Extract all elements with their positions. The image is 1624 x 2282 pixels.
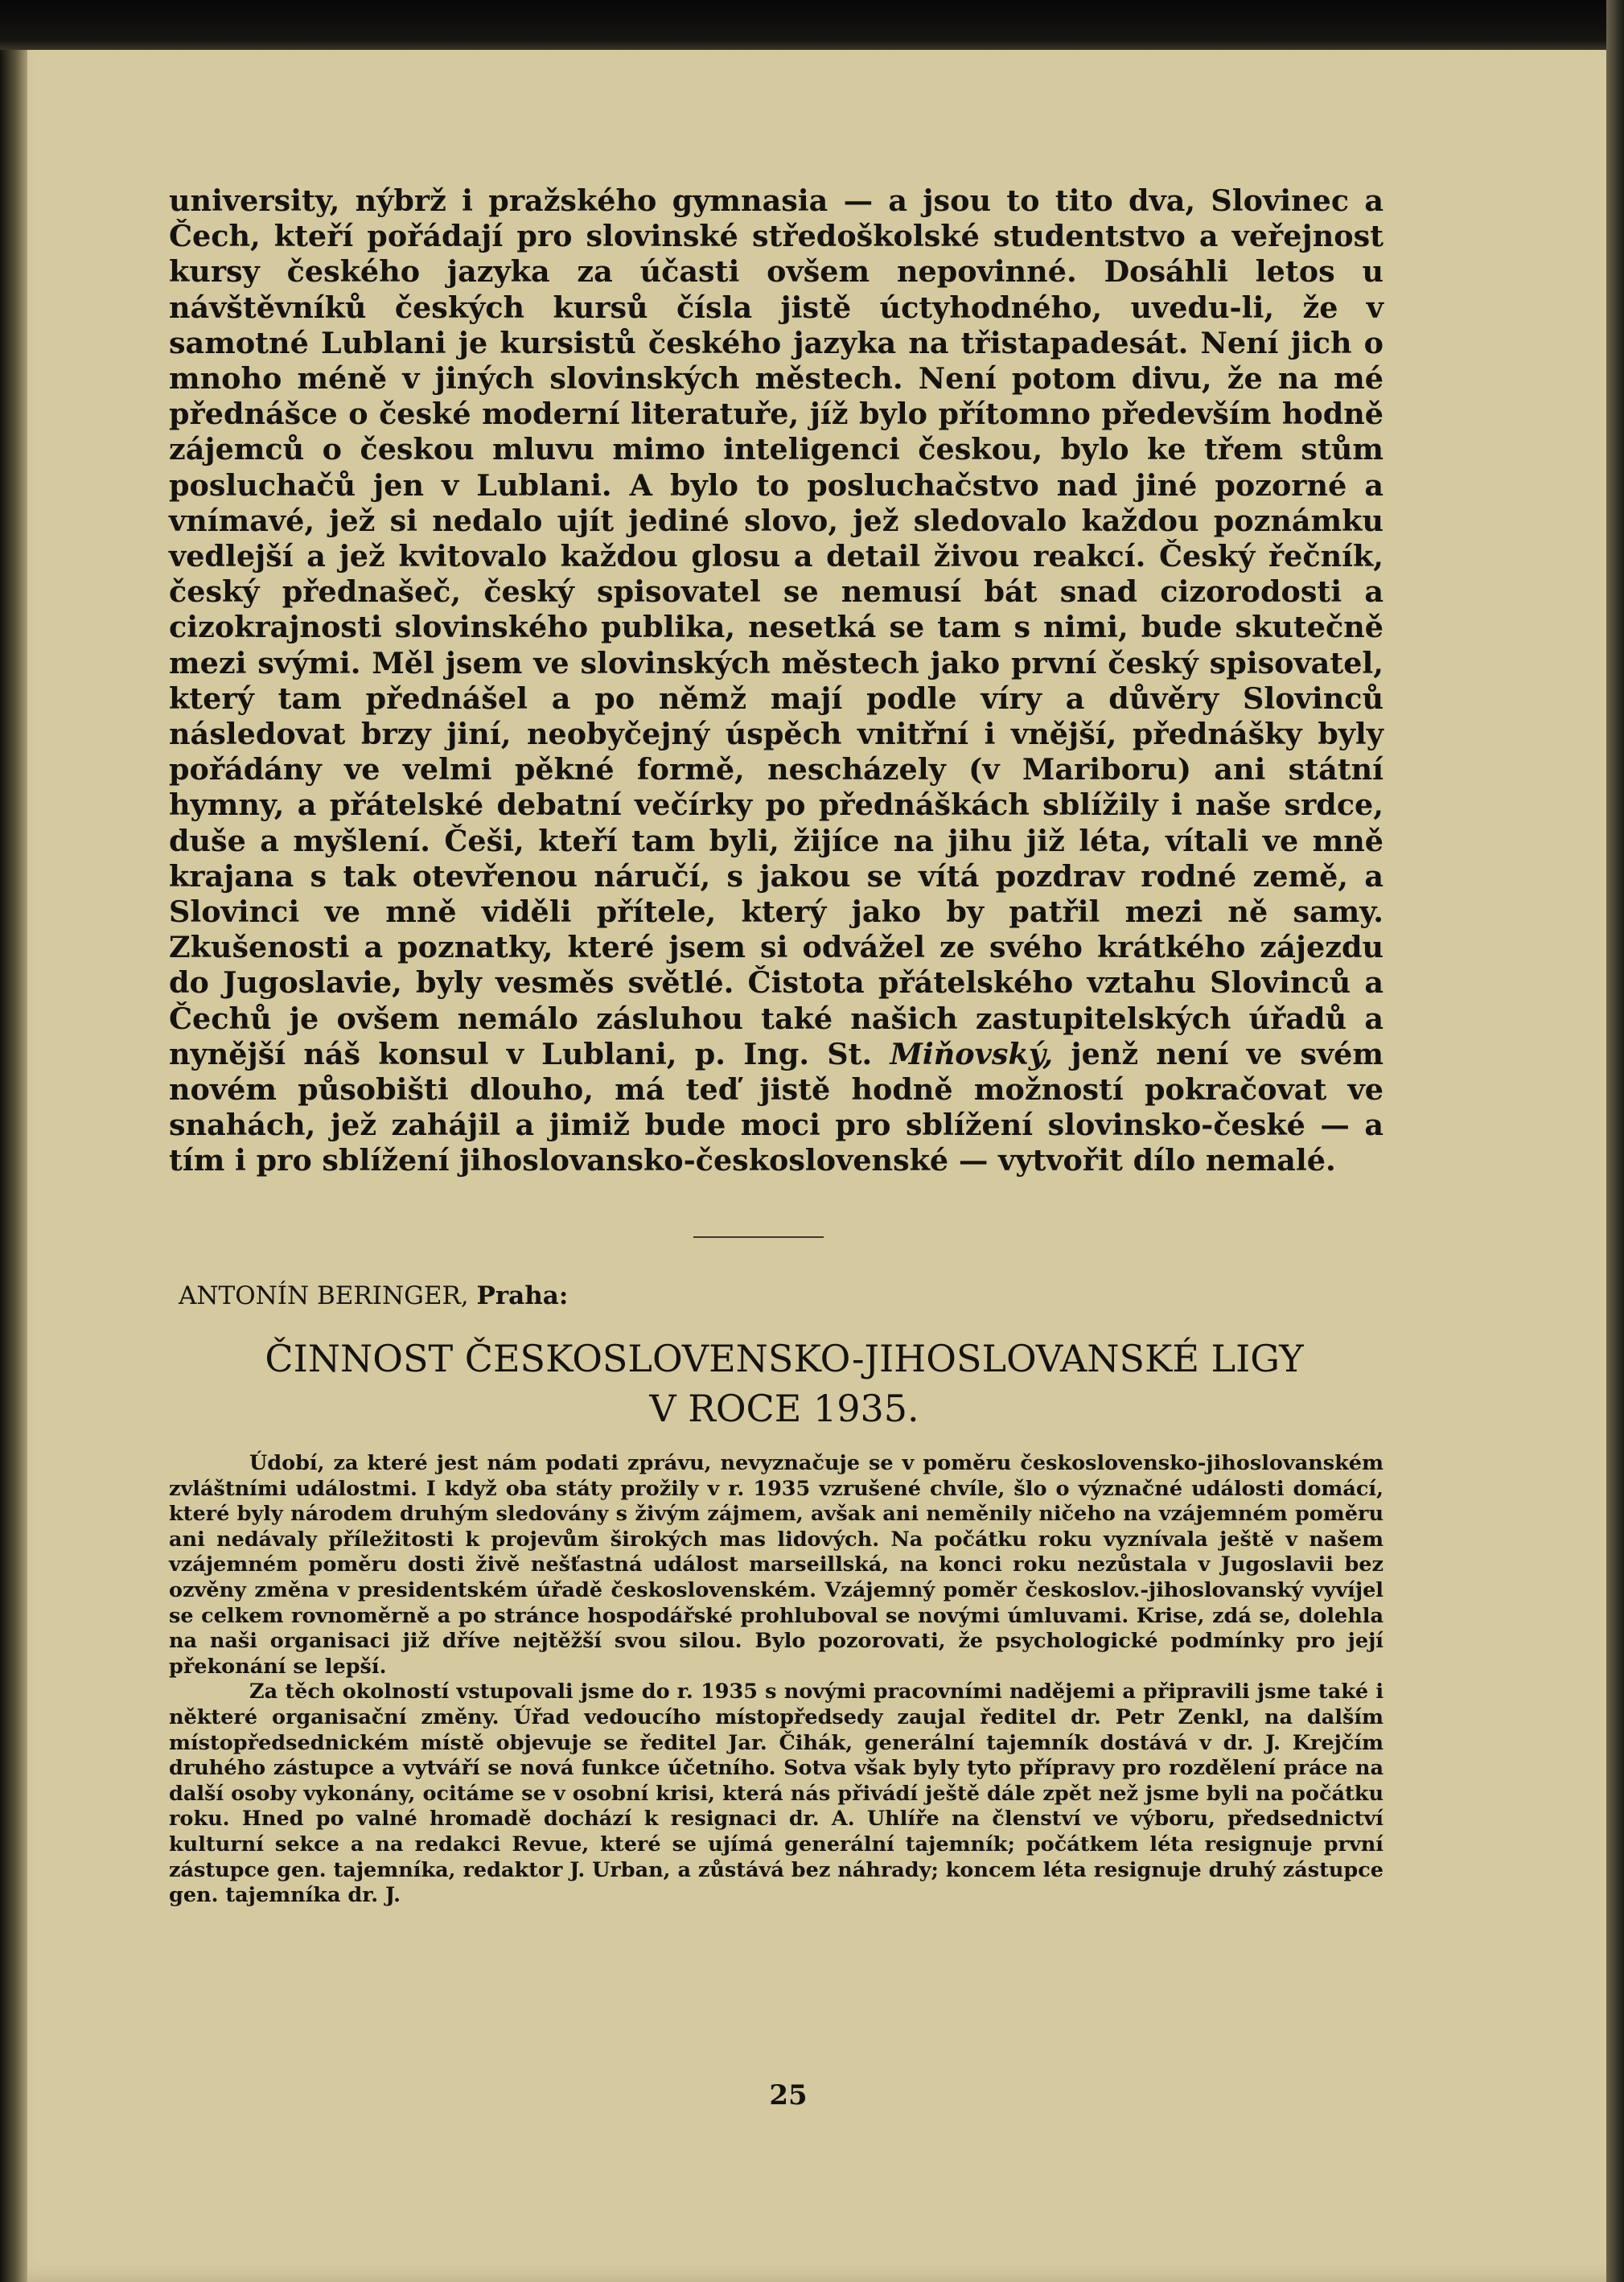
page-number: 25 [769, 2079, 808, 2111]
continued-article-text [169, 183, 1383, 1179]
article-title [185, 1334, 1383, 1433]
article-paragraph-1: Údobí, za které jest nám podati zprávu, nevyznačuje se v poměru československo-jihoslovanském zvláštními událostmi. I když oba státy prožily v r. 1935 vzrušené chvíle, šlo o význačné události domácí, které byly národem druhým sledovány s živým zájmem, avšak ani neměnily ničeho na vzájemném poměru ani nedávaly příležitosti k projevům širokých mas lidových. Na počátku roku vyznívala ještě v našem vzájemném poměru dosti živě nešťastná událost marseillská, na konci roku nezůstala v Jugoslavii bez ozvěny změna v presidentském úřadě československém. Vzájemný poměr českoslov.-jihoslovanský vyvíjel se celkem rovnoměrně a po stránce hospodářské prohluboval se novými úmluvami. Krise, zdá se, dolehla na naši organisaci již dříve nejtěžší svou silou. Bylo pozorovati, že psychologické podmínky pro její překonání se lepší. [169, 1451, 1383, 1679]
section-divider [693, 1236, 824, 1238]
author-city: Praha: [476, 1281, 569, 1310]
scan-top-border [0, 0, 1624, 50]
article-paragraph-2: Za těch okolností vstupovali jsme do r. 1935 s novými pracovními nadějemi a připravili jsme také i některé organisační změny. Úřad vedoucího místopředsedy zaujal ředitel dr. Petr Zenkl, na dalším místopředsednickém místě objevuje se ředitel Jar. Čihák, generální tajemník dostává v dr. J. Krejčím druhého zástupce a vytváří se nová funkce účetního. Sotva však byly tyto přípravy pro rozdělení práce na další osoby vykonány, ocitáme se v osobní krisi, která nás přivádí ještě dále zpět než jsme byli na počátku roku. Hned po valné hromadě dochází k resignaci dr. A. Uhlíře na členství ve výboru, předsednictví kulturní sekce a na redakci Revue, které se ujímá generální tajemník; počátkem léta resignuje první zástupce gen. tajemníka, redaktor J. Urban, a zůstává bez náhrady; koncem léta resignuje druhý zástupce gen. tajemníka dr. J. [169, 1680, 1383, 1908]
body-paragraph-end: jenž není ve svém novém působišti dlouho, má teď jistě hodně možností pokračovat ve snahách, jež zahájil a jimiž bude moci pro sblížení slovinsko-české — a tím i pro sblížení jihoslovansko-československé — vytvořit dílo nemalé. [169, 1036, 1383, 1178]
body-paragraph: university, nýbrž i pražského gymnasia — a jsou to tito dva, Slovinec a Čech, kteří pořádají pro slovinské středoškolské studentstvo a veřejnost kursy českého jazyka za účasti ovšem nepovinné. Dosáhli letos u návštěvníků českých kursů čísla jistě úctyhodného, uvedu-li, že v samotné Lublani je kursistů českého jazyka na třistapadesát. Není jich o mnoho méně v jiných slovinských městech. Není potom divu, že na mé přednášce o české moderní literatuře, jíž bylo přítomno především hodně zájemců o českou mluvu mimo inteligenci českou, bylo ke třem stům posluchačů jen v Lublani. A bylo to posluchačstvo nad jiné pozorné a vnímavé, jež si nedalo ujít jediné slovo, jež sledovalo každou poznámku vedlejší a jež kvitovalo každou glosu a detail živou reakcí. Český řečník, český přednašeč, český spisovatel se nemusí bát snad cizorodosti a cizokrajnosti slovinského publika, nesetká se tam s nimi, bude skutečně mezi svými. Měl jsem ve slovinských městech jako první český spisovatel, který tam přednášel a po němž mají podle víry a důvěry Slovinců následovat brzy jiní, neobyčejný úspěch vnitřní i vnější, přednášky byly pořádány ve velmi pěkné formě, nescházely (v Mariboru) ani státní hymny, a přátelské debatní večírky po přednáškách sblížily i naše srdce, duše a myšlení. Češi, kteří tam byli, žijíce na jihu již léta, vítali ve mně krajana s tak otevřenou náručí, s jakou se vítá pozdrav rodné země, a Slovinci ve mně viděli přítele, který jako by patřil mezi ně samy. Zkušenosti a poznatky, které jsem si odvážel ze svého krátkého zájezdu do Jugoslavie, byly vesměs světlé. Čistota přátelského vztahu Slovinců a Čechů je ovšem nemálo zásluhou také našich zastupitelských úřadů a nynější náš konsul v Lublani, p. Ing. St. [169, 183, 1383, 1071]
book-gutter [0, 50, 27, 2282]
consul-name: Miňovský, [890, 1036, 1054, 1071]
scan-right-border [1606, 0, 1624, 2282]
article-body [169, 1451, 1383, 1909]
author-name: ANTONÍN BERINGER, [179, 1281, 469, 1310]
title-line-2: V ROCE 1935. [649, 1387, 919, 1430]
article-byline [179, 1281, 902, 1311]
title-line-1: ČINNOST ČESKOSLOVENSKO-JIHOSLOVANSKÉ LIGY [265, 1337, 1304, 1380]
